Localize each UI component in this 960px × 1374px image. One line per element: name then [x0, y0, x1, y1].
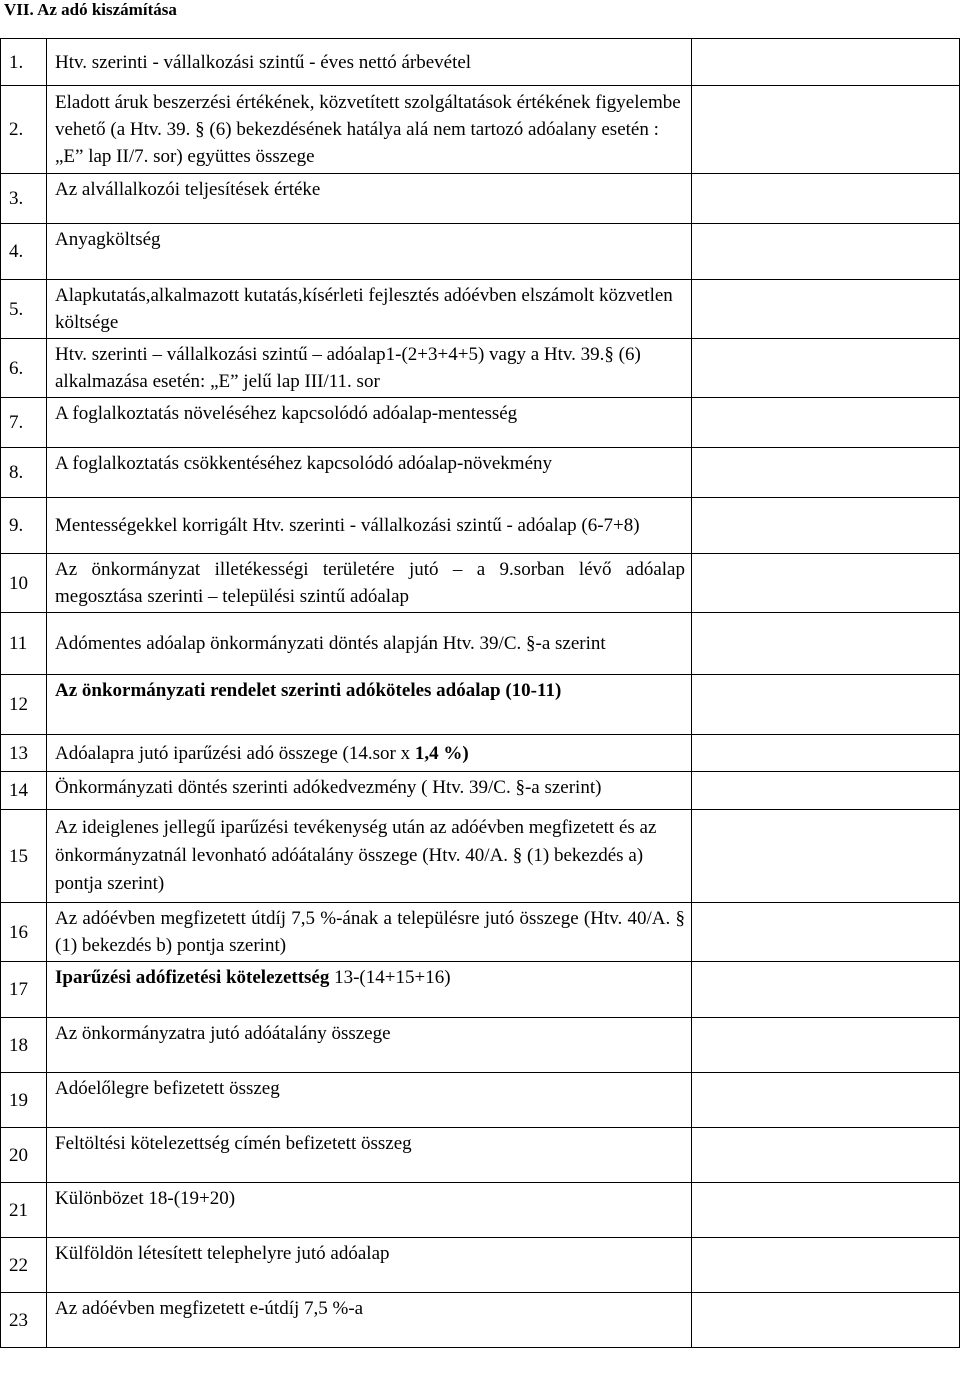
row-label: Htv. szerinti - vállalkozási szintű - éves nettó árbevétel [47, 39, 692, 86]
table-row [1, 1018, 960, 1073]
row-value-cell[interactable] [692, 1238, 960, 1293]
row-label: Eladott áruk beszerzési értékének, közvetített szolgáltatások értékének figyelembe vehető (a Htv. 39. § (6) bekezdésének hatálya alá nem tartozó adóalany esetén : „E” lap II/7. sor) együttes összege [47, 86, 692, 174]
row-label: Az adóévben megfizetett útdíj 7,5 %-ának a településre jutó összege (Htv. 40/A. § (1) bekezdés b) pontja szerint) [47, 903, 692, 962]
row-number: 20 [1, 1128, 47, 1183]
table-row [1, 903, 960, 962]
table-row [1, 1128, 960, 1183]
row-label: Adómentes adóalap önkormányzati döntés alapján Htv. 39/C. §-a szerint [47, 613, 692, 675]
row-label: Htv. szerinti – vállalkozási szintű – adóalap1-(2+3+4+5) vagy a Htv. 39.§ (6) alkalmazása esetén: „E” jelű lap III/11. sor [47, 339, 692, 398]
section-heading: VII. Az adó kiszámítása [4, 0, 177, 19]
row-value-cell[interactable] [692, 772, 960, 810]
row-number: 4. [1, 224, 47, 280]
row-label: Az adóévben megfizetett e-útdíj 7,5 %-a [47, 1293, 692, 1348]
table-row [1, 1183, 960, 1238]
row-value-cell[interactable] [692, 339, 960, 398]
row-value-cell[interactable] [692, 962, 960, 1018]
row-label-rate: 1,4 %) [414, 742, 469, 764]
row-label: Alapkutatás,alkalmazott kutatás,kísérleti fejlesztés adóévben elszámolt közvetlen költsége [47, 280, 692, 339]
row-value-cell[interactable] [692, 613, 960, 675]
row-number: 8. [1, 448, 47, 498]
row-value-cell[interactable] [692, 224, 960, 280]
table-row [1, 86, 960, 174]
row-number: 3. [1, 174, 47, 224]
row-value-cell[interactable] [692, 398, 960, 448]
row-value-cell[interactable] [692, 1073, 960, 1128]
row-number: 18 [1, 1018, 47, 1073]
row-number: 16 [1, 903, 47, 962]
table-row [1, 224, 960, 280]
row-value-cell[interactable] [692, 1018, 960, 1073]
table-row [1, 735, 960, 772]
row-value-cell[interactable] [692, 675, 960, 735]
row-label: A foglalkoztatás növeléséhez kapcsolódó adóalap-mentesség [47, 398, 692, 448]
table-row [1, 448, 960, 498]
row-label: Különbözet 18-(19+20) [47, 1183, 692, 1238]
table-row [1, 498, 960, 554]
row-number: 21 [1, 1183, 47, 1238]
row-number: 5. [1, 280, 47, 339]
row-label: Külföldön létesített telephelyre jutó adóalap [47, 1238, 692, 1293]
row-number: 19 [1, 1073, 47, 1128]
row-value-cell[interactable] [692, 735, 960, 772]
row-value-cell[interactable] [692, 1293, 960, 1348]
row-number: 1. [1, 39, 47, 86]
row-label [47, 735, 692, 772]
row-number: 11 [1, 613, 47, 675]
row-number: 10 [1, 554, 47, 613]
table-row [1, 398, 960, 448]
row-label [47, 962, 692, 1018]
row-label: Anyagköltség [47, 224, 692, 280]
row-label-text: Adóalapra jutó iparűzési adó összege (14.sor x [55, 742, 415, 764]
table-row [1, 1293, 960, 1348]
row-label: Az alvállalkozói teljesítések értéke [47, 174, 692, 224]
row-value-cell[interactable] [692, 280, 960, 339]
row-number: 22 [1, 1238, 47, 1293]
table-row [1, 613, 960, 675]
row-number: 23 [1, 1293, 47, 1348]
table-row [1, 174, 960, 224]
row-label: Az önkormányzati rendelet szerinti adóköteles adóalap (10-11) [47, 675, 692, 735]
row-label: Mentességekkel korrigált Htv. szerinti - vállalkozási szintű - adóalap (6-7+8) [47, 498, 692, 554]
row-number: 15 [1, 810, 47, 903]
table-row [1, 39, 960, 86]
row-number: 17 [1, 962, 47, 1018]
row-label: Feltöltési kötelezettség címén befizetett összeg [47, 1128, 692, 1183]
row-value-cell[interactable] [692, 174, 960, 224]
table-row [1, 1073, 960, 1128]
row-number: 12 [1, 675, 47, 735]
row-value-cell[interactable] [692, 1183, 960, 1238]
table-row [1, 1238, 960, 1293]
table-row [1, 962, 960, 1018]
table-row [1, 339, 960, 398]
row-number: 9. [1, 498, 47, 554]
row-label: A foglalkoztatás csökkentéséhez kapcsolódó adóalap-növekmény [47, 448, 692, 498]
row-label: Az ideiglenes jellegű iparűzési tevékenység után az adóévben megfizetett és az önkormányzatnál levonható adóátalány összege (Htv. 40/A. § (1) bekezdés a) pontja szerint) [47, 810, 692, 903]
table-row [1, 772, 960, 810]
row-label: Az önkormányzat illetékességi területére jutó – a 9.sorban lévő adóalap megosztása szerinti – települési szintű adóalap [47, 554, 692, 613]
row-value-cell[interactable] [692, 39, 960, 86]
table-row [1, 675, 960, 735]
row-value-cell[interactable] [692, 903, 960, 962]
row-value-cell[interactable] [692, 810, 960, 903]
row-number: 6. [1, 339, 47, 398]
row-value-cell[interactable] [692, 448, 960, 498]
tax-calculation-table [0, 38, 960, 1348]
row-label: Az önkormányzatra jutó adóátalány összege [47, 1018, 692, 1073]
row-label [47, 772, 692, 810]
row-number: 2. [1, 86, 47, 174]
row-value-cell[interactable] [692, 1128, 960, 1183]
row-value-cell[interactable] [692, 498, 960, 554]
table-row [1, 554, 960, 613]
row-label-text: Önkormányzati döntés szerinti adókedvezmény ( Htv. 39/C. §-a szerint) [55, 777, 602, 798]
row-number: 13 [1, 735, 47, 772]
row-label-bold: Iparűzési adófizetési kötelezettség [55, 967, 330, 988]
table-row [1, 810, 960, 903]
row-label: Adóelőlegre befizetett összeg [47, 1073, 692, 1128]
row-value-cell[interactable] [692, 86, 960, 174]
row-number: 14 [1, 772, 47, 810]
row-number: 7. [1, 398, 47, 448]
row-label-text: 13-(14+15+16) [329, 967, 451, 988]
table-row [1, 280, 960, 339]
row-value-cell[interactable] [692, 554, 960, 613]
